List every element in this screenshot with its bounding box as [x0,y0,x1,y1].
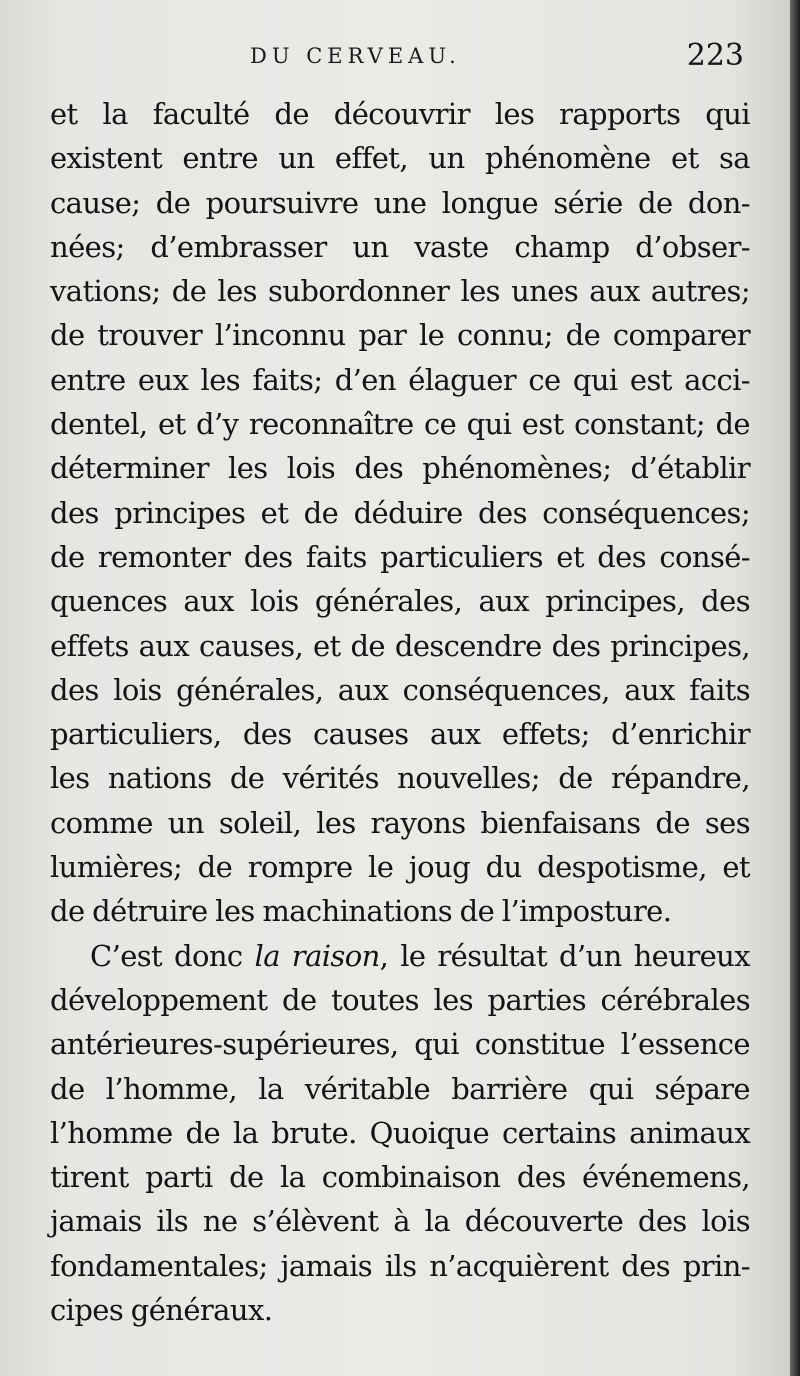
text-line: jamais ils ne s’élèvent à la découverte des lois [50,1204,750,1239]
text-line: quences aux lois générales, aux principes, des [50,584,750,619]
text-line: effets aux causes, et de descendre des principes, [50,628,750,663]
text-line: de l’homme, la véritable barrière qui sépare [50,1071,750,1106]
text-line: l’homme de la brute. Quoique certains animaux [50,1115,750,1150]
text-line: des principes et de déduire des conséquences; [50,495,750,530]
text-run: , le résultat d’un heureux [379,938,750,973]
text-line: des lois générales, aux conséquences, aux faits [50,672,750,707]
text-line: particuliers, des causes aux effets; d’enrichir [50,717,750,752]
text-line: existent entre un effet, un phénomène et sa [50,141,750,176]
text-line: comme un soleil, les rayons bienfaisans de ses [50,805,750,840]
text-line: de trouver l’inconnu par le connu; de comparer [50,318,750,353]
page-number: 223 [686,38,744,73]
text-line: tirent parti de la combinaison des événemens, [50,1160,750,1195]
text-line: vations; de les subordonner les unes aux autres; [50,274,750,309]
page-edge-shadow [790,0,800,1376]
page-header [0,38,790,88]
text-line: nées; d’embrasser un vaste champ d’obser- [50,229,750,264]
text-run: C’est donc [90,938,255,973]
italic-term: la raison [254,938,380,973]
text-line: fondamentales; jamais ils n’acquièrent des prin- [50,1248,750,1283]
text-line: déterminer les lois des phénomènes; d’établir [50,451,750,486]
text-line: cause; de poursuivre une longue série de don- [50,185,750,220]
text-line: antérieures-supérieures, qui constitue l’essence [50,1027,750,1062]
body-text [50,92,750,1332]
text-line: et la faculté de découvrir les rapports qui [50,97,750,131]
text-line: les nations de vérités nouvelles; de répandre, [50,761,750,796]
text-line: de détruire les machinations de l’imposture. [50,894,672,929]
text-line: lumières; de rompre le joug du despotisme, et [50,850,750,885]
text-line: entre eux les faits; d’en élaguer ce qui est acci- [50,362,750,397]
text-line: dentel, et d’y reconnaître ce qui est constant; de [50,407,750,442]
running-title: DU CERVEAU. [250,44,461,68]
text-line: développement de toutes les parties cérébrales [50,982,750,1017]
paragraph-first-line [50,934,750,978]
text-line: de remonter des faits particuliers et des consé- [50,539,750,574]
text-line: cipes généraux. [50,1293,273,1328]
